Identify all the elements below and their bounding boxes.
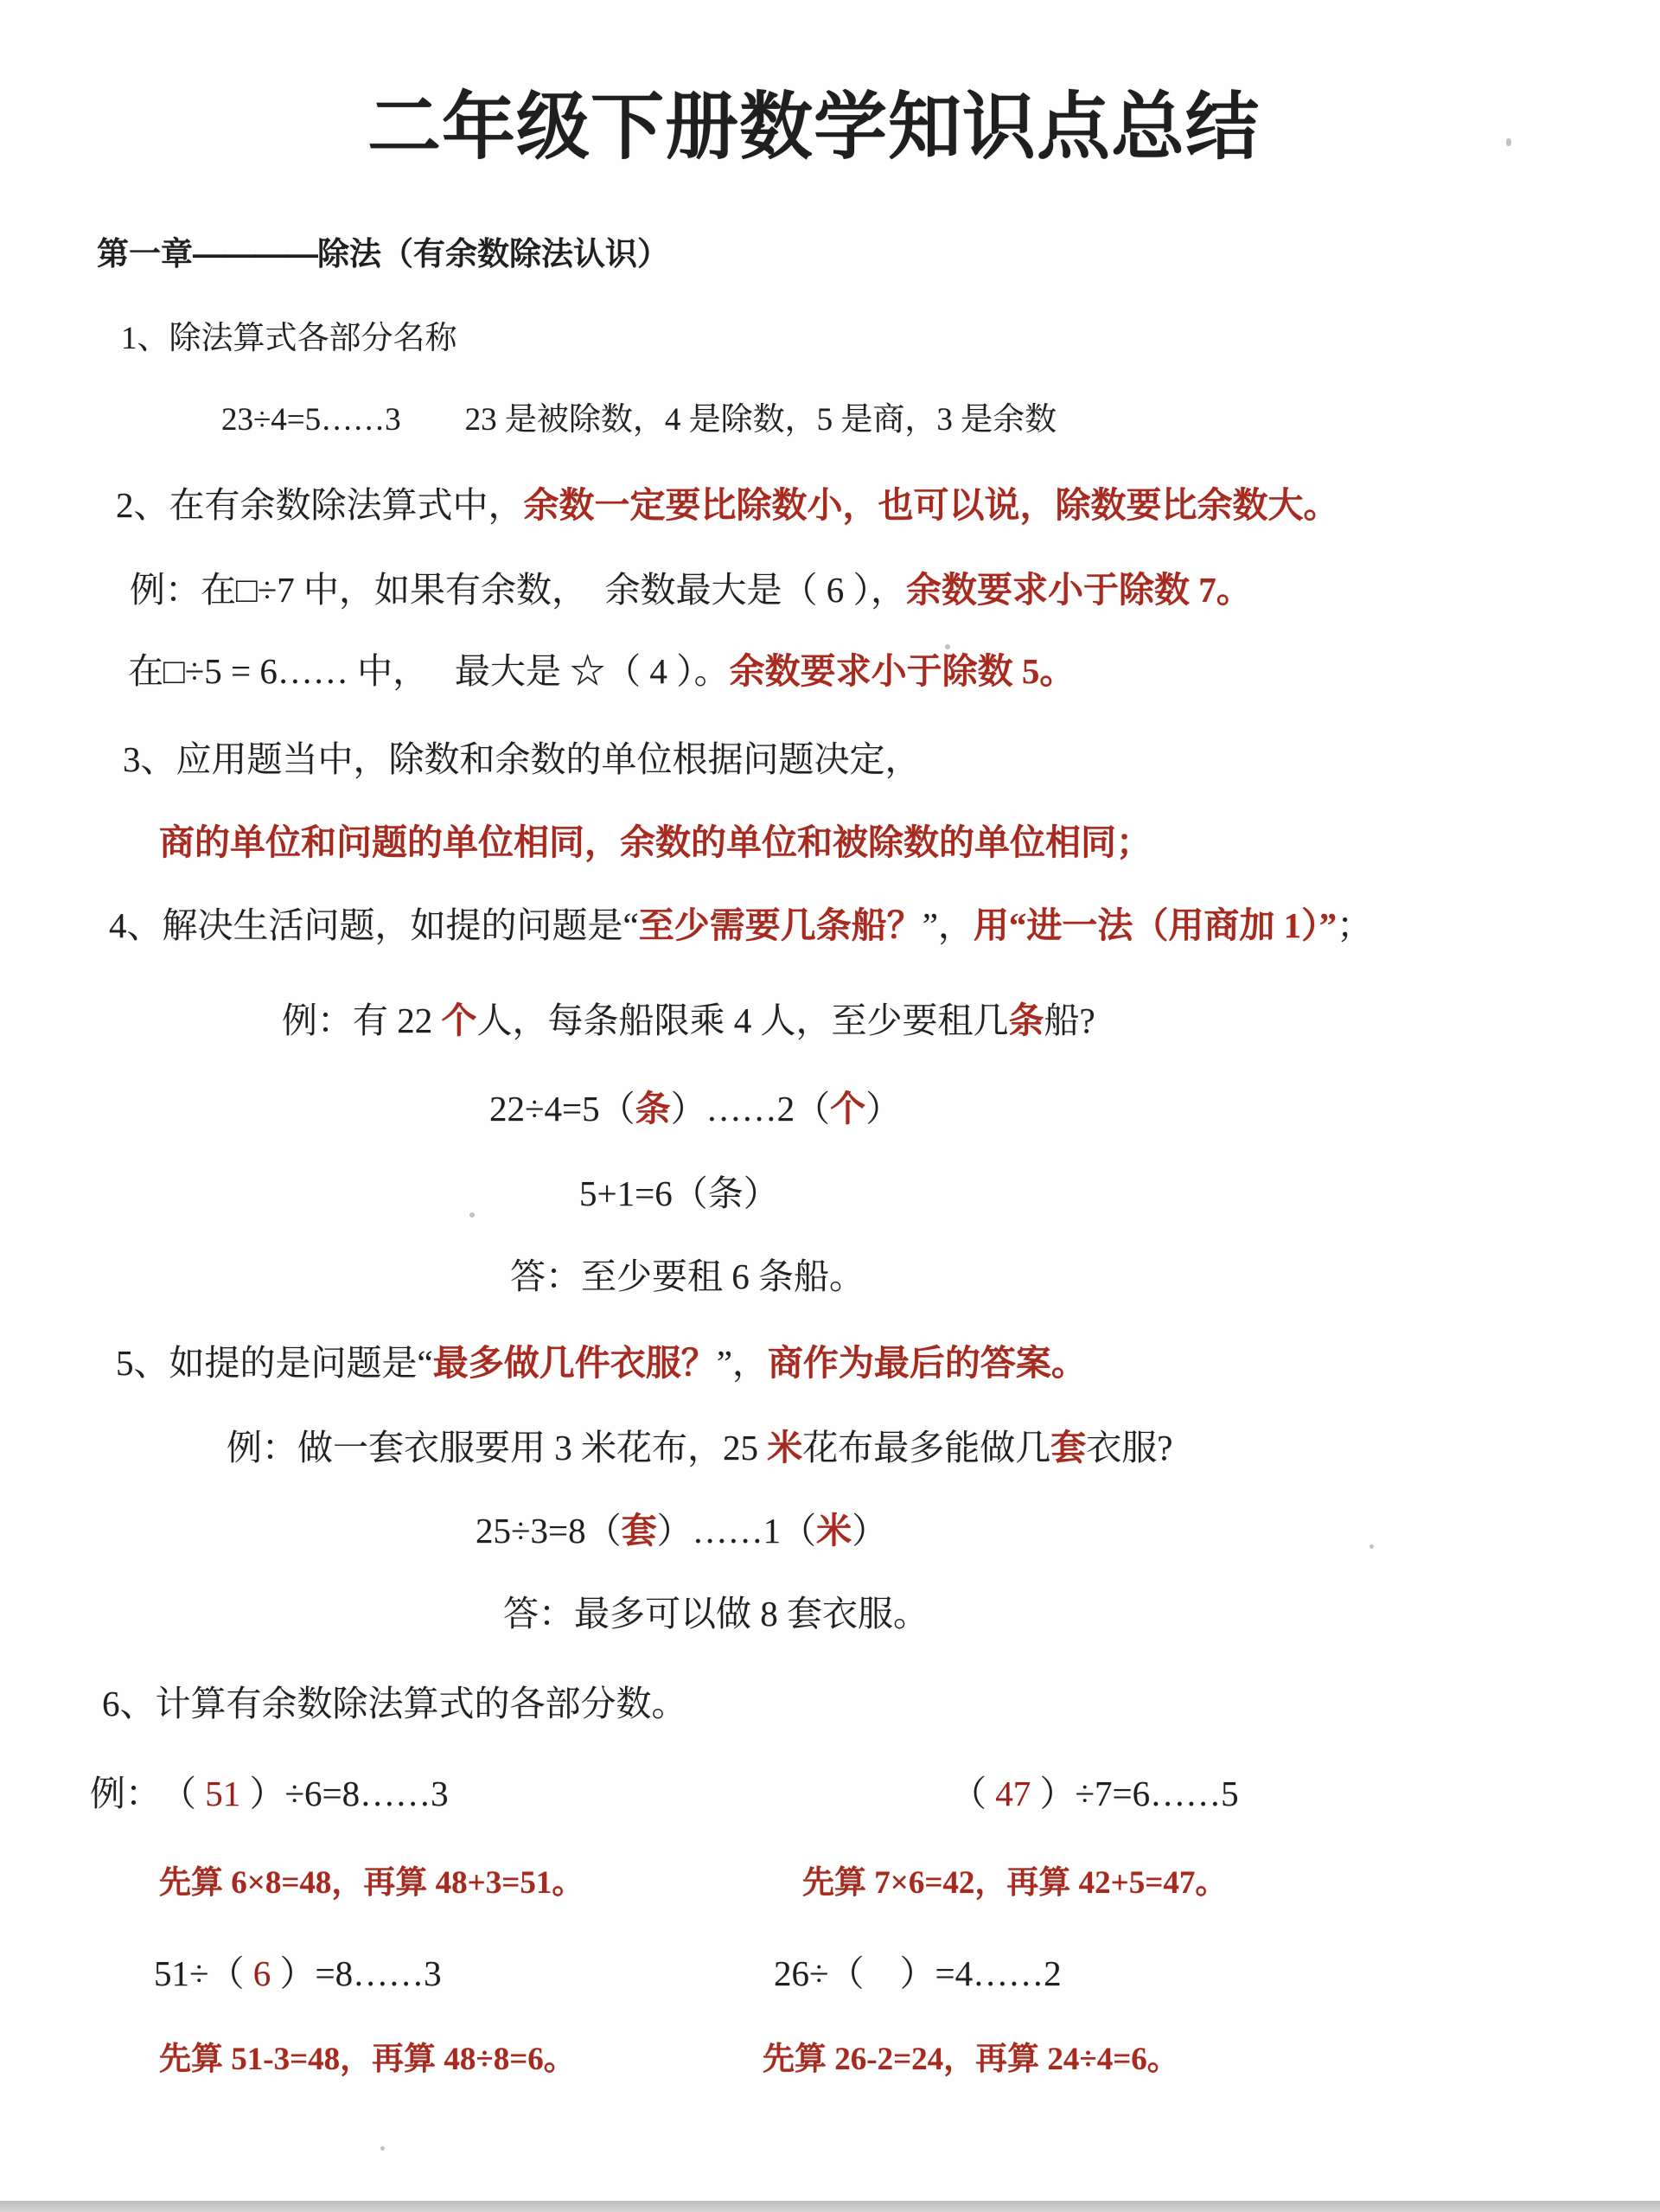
point-2-lead: 2、在有余数除法算式中， [116,485,524,525]
example-4-t2: 人，每条船限乘 4 人，至少要租几 [476,1001,1009,1040]
example-2a-text: 例：在□÷7 中，如果有余数， 余数最大是（ 6 ）， [130,570,907,610]
answer-5: 答：最多可以做 8 套衣服。 [503,1594,929,1633]
example-5-unit2: 套 [1050,1428,1087,1467]
point-2-rule: 余数一定要比除数小，也可以说，除数要比余数大。 [523,485,1339,525]
formula-6-left-t1: 51÷（ [154,1953,253,1993]
photo-speck [469,1212,475,1218]
formula-5-unit2: 米 [816,1511,852,1550]
formula-6-right: 26÷（ ）=4……2 [774,1953,1062,1993]
example-6-right-t2: ）÷7=6……5 [1031,1774,1239,1813]
step-6b-right: 先算 26-2=24，再算 24÷4=6。 [763,2042,1179,2077]
point-3: 3、应用题当中，除数和余数的单位根据问题决定， [123,739,921,779]
point-4-lead: 4、解决生活问题，如提的问题是“ [109,905,639,945]
formula-4a-t2: ）……2（ [670,1089,831,1128]
photo-speck [945,644,950,649]
step-6b-left: 先算 51-3=48，再算 48÷8=6。 [159,2042,576,2077]
example-2b [128,650,1075,692]
point-4-method: 用“进一法（用商加 1）” [973,905,1338,945]
example-5-t3: 衣服? [1086,1428,1173,1467]
example-4-unit2: 条 [1008,1001,1044,1040]
example-6-left-t2: ）÷6=8……3 [240,1774,449,1813]
chapter-number: 第一章 [97,236,193,272]
point-4-end: ； [1337,905,1373,945]
page-title: 二年级下册数学知识点总结 [367,87,1261,169]
photo-bottom-edge [0,2201,1660,2212]
point-5-question: 最多做几件衣服？ [432,1343,717,1383]
point-5-lead: 5、如提的是问题是“ [116,1343,433,1383]
example-5-t2: 花布最多能做几 [802,1428,1051,1467]
example-4-t1: 例：有 22 [282,1001,442,1040]
formula-5-t3: ） [852,1511,888,1550]
formula-6-left [154,1953,442,1994]
example-4-unit1: 个 [441,1001,477,1040]
example-6-right-t1: （ [951,1774,996,1813]
point-5 [116,1342,1087,1384]
point-5-rule: 商作为最后的答案。 [767,1343,1087,1383]
example-5-unit1: 米 [767,1428,803,1467]
photo-speck [1506,138,1511,146]
example-6-left-answer: 51 [205,1774,241,1813]
photo-speck [380,2146,385,2151]
step-6a-right: 先算 7×6=42，再算 42+5=47。 [802,1865,1228,1901]
chapter-heading [97,235,669,273]
formula-4a-unit1: 条 [635,1089,671,1128]
example-2a [130,569,1252,611]
point-6: 6、计算有余数除法算式的各部分数。 [102,1684,687,1723]
formula-4a-t3: ） [865,1089,902,1128]
formula-5-t2: ）……1（ [656,1511,817,1550]
example-2b-text: 在□÷5 = 6…… 中， 最大是 ☆（ 4 ）。 [128,651,730,691]
point-1: 1、除法算式各部分名称 [121,321,457,356]
example-6-right [951,1773,1239,1814]
example-2b-note: 余数要求小于除数 5。 [729,651,1076,691]
example-4-t3: 船? [1044,1001,1095,1040]
point-3-rule: 商的单位和问题的单位相同，余数的单位和被除数的单位相同； [159,822,1152,862]
formula-4b: 5+1=6（条） [579,1173,779,1213]
example-5-t1: 例：做一套衣服要用 3 米花布，25 [227,1428,768,1467]
photo-speck [1370,1544,1374,1549]
example-6-right-answer: 47 [995,1774,1031,1813]
formula-4a-t1: 22÷4=5（ [489,1089,635,1128]
formula-5 [476,1510,887,1551]
point-4 [109,905,1372,946]
example-2a-note: 余数要求小于除数 7。 [906,570,1252,610]
step-6a-left: 先算 6×8=48，再算 48+3=51。 [159,1865,584,1901]
example-4 [282,1000,1095,1041]
chapter-dash: ———— [193,236,317,272]
formula-6-left-t2: ）=8……3 [271,1953,442,1993]
point-2 [116,484,1339,526]
example-6-left-t1: 例： （ [90,1774,206,1813]
point-4-question: 至少需要几条船？ [638,905,923,945]
formula-division-parts: 23÷4=5……3 23 是被除数，4 是除数，5 是商，3 是余数 [221,402,1057,438]
formula-5-t1: 25÷3=8（ [476,1511,622,1550]
answer-4: 答：至少要租 6 条船。 [510,1256,865,1296]
formula-4a-unit2: 个 [830,1089,866,1128]
example-5 [227,1427,1172,1468]
point-4-mid: ”， [922,905,974,945]
chapter-title: 除法（有余数除法认识） [317,236,669,272]
example-6-left [90,1773,449,1814]
formula-6-left-answer: 6 [252,1953,271,1993]
point-5-mid: ”， [716,1343,768,1383]
formula-4a [489,1088,901,1129]
formula-5-unit1: 套 [621,1511,657,1550]
